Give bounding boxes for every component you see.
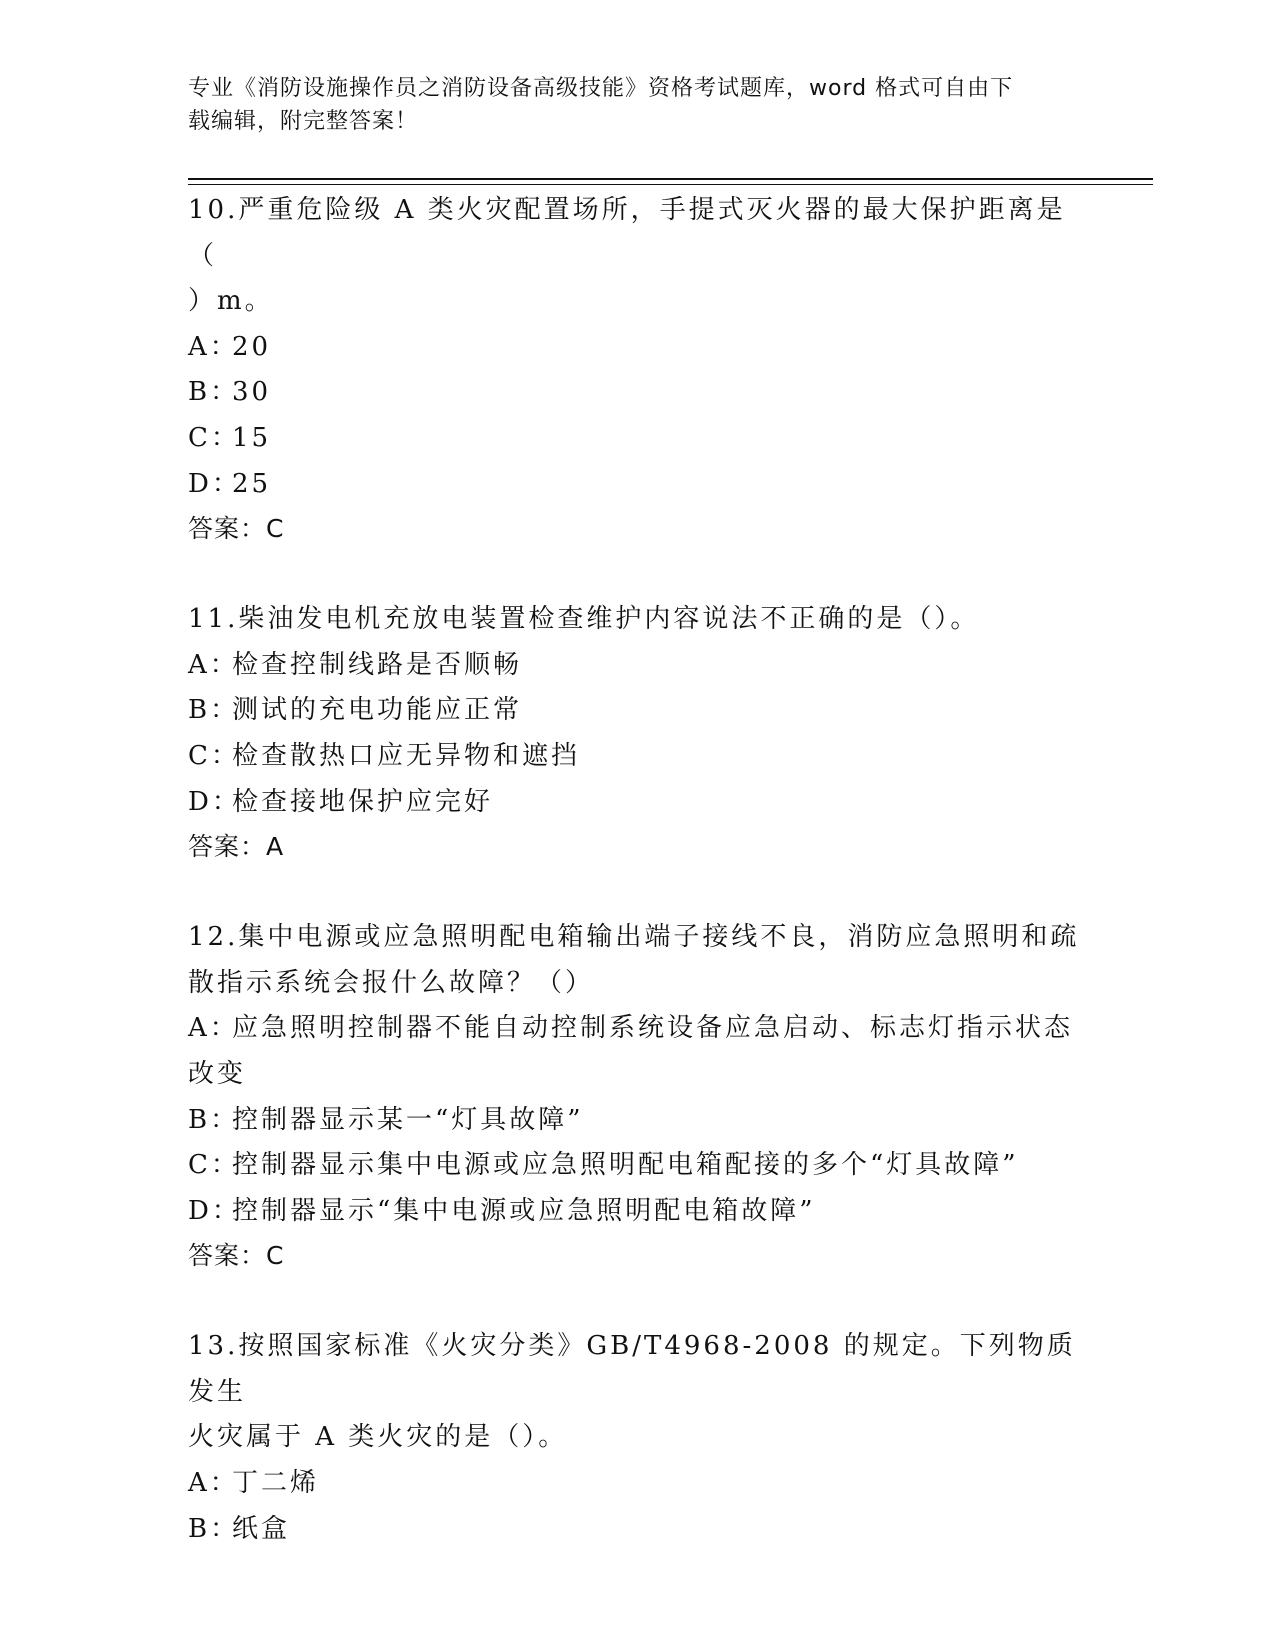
question-stem: 13.按照国家标准《火灾分类》GB/T4968-2008 的规定。下列物质发生 <box>188 1331 1076 1407</box>
question-1 <box>188 188 1088 551</box>
option-1 <box>188 325 1088 371</box>
option-letter: A： <box>188 1013 239 1044</box>
answer-line: 答案：C <box>188 1241 285 1271</box>
question-4 <box>188 1324 1088 1552</box>
header-divider-thin <box>188 184 1153 185</box>
option-letter: D： <box>188 468 241 499</box>
question-stem: 12.集中电源或应急照明配电箱输出端子接线不良，消防应急照明和疏 <box>188 922 1080 953</box>
answer-line: 答案：C <box>188 514 285 544</box>
option-text: 15 <box>232 422 272 453</box>
option-text: 控制器显示集中电源或应急照明配电箱配接的多个“灯具故障” <box>232 1150 1019 1181</box>
option-4 <box>188 1189 1088 1235</box>
question-stem: 10.严重危险级 A 类火灾配置场所，手提式灭火器的最大保护距离是（ <box>188 195 1066 271</box>
option-letter: C： <box>188 740 240 771</box>
option-2 <box>188 1507 1088 1553</box>
option-text: 控制器显示某一“灯具故障” <box>232 1104 584 1135</box>
option-text: 25 <box>232 468 272 499</box>
option-4 <box>188 780 1088 826</box>
option-1 <box>188 1461 1088 1507</box>
option-3 <box>188 416 1088 462</box>
option-text: 检查接地保护应完好 <box>232 786 494 817</box>
option-letter: C： <box>188 1150 240 1181</box>
option-1 <box>188 643 1088 689</box>
question-stem: 11.柴油发电机充放电装置检查维护内容说法不正确的是（）。 <box>188 604 980 635</box>
question-2 <box>188 597 1088 869</box>
option-text: 30 <box>232 377 272 408</box>
option-text: 纸盒 <box>232 1513 291 1544</box>
header-divider-thick <box>188 178 1153 180</box>
question-stem: 散指示系统会报什么故障？（） <box>188 967 595 998</box>
option-text: 20 <box>232 331 272 362</box>
option-text: 控制器显示“集中电源或应急照明配电箱故障” <box>232 1195 816 1226</box>
option-letter: B： <box>188 695 240 726</box>
option-letter: A： <box>188 649 239 680</box>
option-2 <box>188 688 1088 734</box>
option-text: 检查控制线路是否顺畅 <box>232 649 523 680</box>
option-letter: A： <box>188 331 239 362</box>
answer-line: 答案：A <box>188 832 285 862</box>
header-line-2: 载编辑，附完整答案！ <box>188 109 419 134</box>
option-2 <box>188 1098 1088 1144</box>
option-letter: B： <box>188 1104 240 1135</box>
option-3 <box>188 1143 1088 1189</box>
question-stem: ）m。 <box>188 286 274 317</box>
header-line-1: 专业《消防设施操作员之消防设备高级技能》资格考试题库，word 格式可自由下 <box>188 76 1014 101</box>
option-text: 丁二烯 <box>232 1468 320 1499</box>
option-text: 测试的充电功能应正常 <box>232 695 523 726</box>
option-letter: B： <box>188 377 240 408</box>
question-list <box>188 188 1088 1598</box>
option-3 <box>188 734 1088 780</box>
option-letter: D： <box>188 1195 241 1226</box>
option-letter: A： <box>188 1468 239 1499</box>
option-2 <box>188 370 1088 416</box>
option-letter: B： <box>188 1513 240 1544</box>
question-stem: 火灾属于 A 类火灾的是（）。 <box>188 1422 568 1453</box>
question-3 <box>188 915 1088 1278</box>
option-1 <box>188 1006 1088 1052</box>
option-letter: C： <box>188 422 240 453</box>
option-text-continued: 改变 <box>188 1058 247 1089</box>
document-header <box>188 72 1068 138</box>
option-4 <box>188 462 1088 508</box>
option-letter: D： <box>188 786 241 817</box>
option-text: 检查散热口应无异物和遮挡 <box>232 740 581 771</box>
option-text: 应急照明控制器不能自动控制系统设备应急启动、标志灯指示状态 <box>232 1013 1074 1044</box>
